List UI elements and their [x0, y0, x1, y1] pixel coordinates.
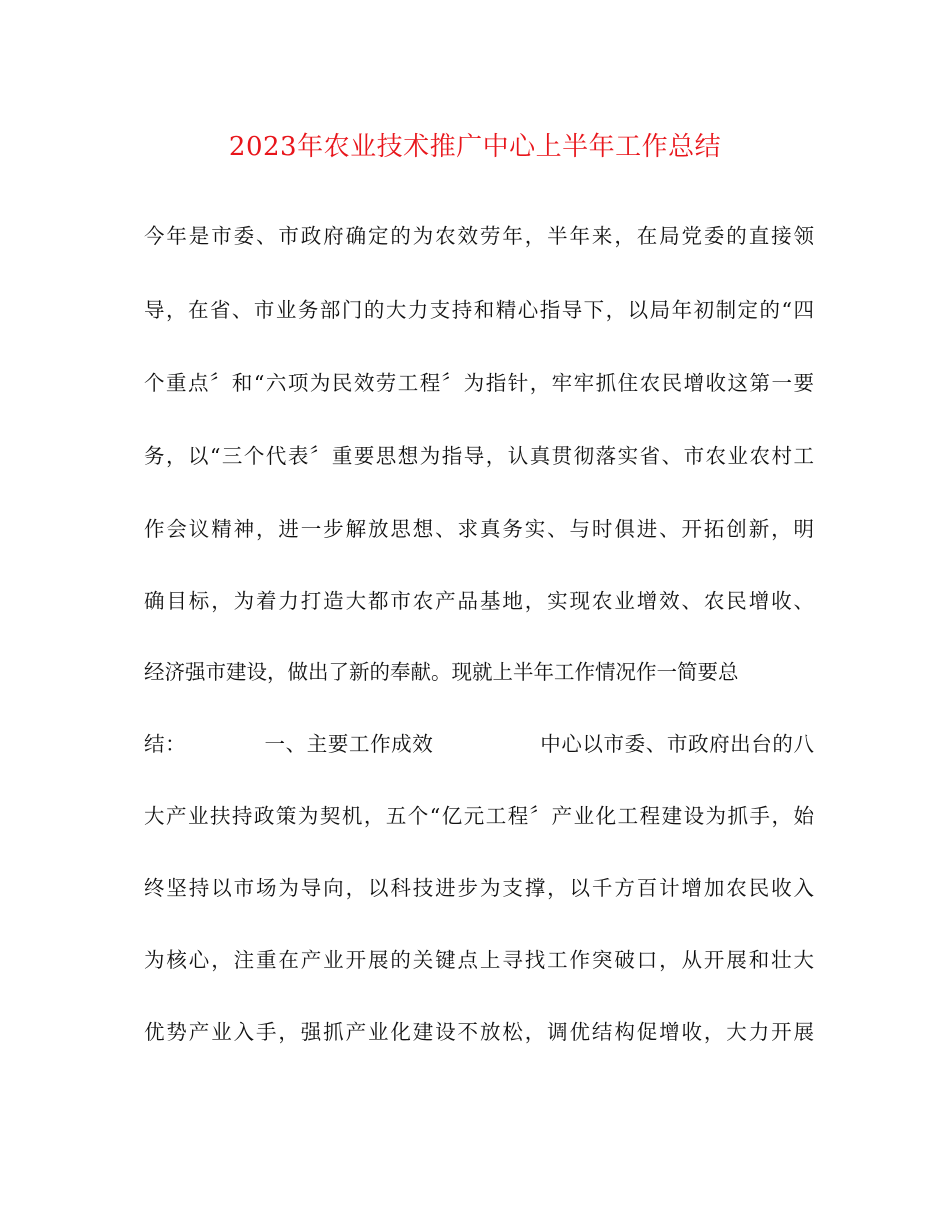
paragraph-line: 结： 一、主要工作成效 中心以市委、市政府出台的八 — [144, 732, 814, 756]
paragraph-line: 个重点〞和“六项为民效劳工程〞为指针，牢牢抓住农民增收这第一要 — [144, 371, 814, 395]
paragraph-line: 确目标，为着力打造大都市农产品基地，实现农业增效、农民增收、 — [144, 589, 814, 613]
paragraph-line: 经济强市建设，做出了新的奉献。现就上半年工作情况作一简要总 — [144, 660, 739, 684]
paragraph-line: 终坚持以市场为导向，以科技进步为支撑，以千方百计增加农民收入 — [144, 876, 814, 900]
document-title: 2023年农业技术推广中心上半年工作总结 — [228, 132, 722, 162]
paragraph-line: 务，以“三个代表〞重要思想为指导，认真贯彻落实省、市农业农村工 — [144, 444, 814, 468]
paragraph-line: 优势产业入手，强抓产业化建设不放松，调优结构促增收，大力开展 — [144, 1020, 814, 1044]
paragraph-line: 大产业扶持政策为契机，五个“亿元工程〞产业化工程建设为抓手，始 — [144, 804, 814, 828]
paragraph-line: 作会议精神，进一步解放思想、求真务实、与时俱进、开拓创新，明 — [144, 517, 814, 541]
paragraph-line: 为核心，注重在产业开展的关键点上寻找工作突破口，从开展和壮大 — [144, 948, 814, 972]
paragraph-line: 今年是市委、市政府确定的为农效劳年，半年来，在局党委的直接领 — [144, 224, 814, 248]
paragraph-line: 导，在省、市业务部门的大力支持和精心指导下，以局年初制定的“四 — [144, 298, 814, 322]
